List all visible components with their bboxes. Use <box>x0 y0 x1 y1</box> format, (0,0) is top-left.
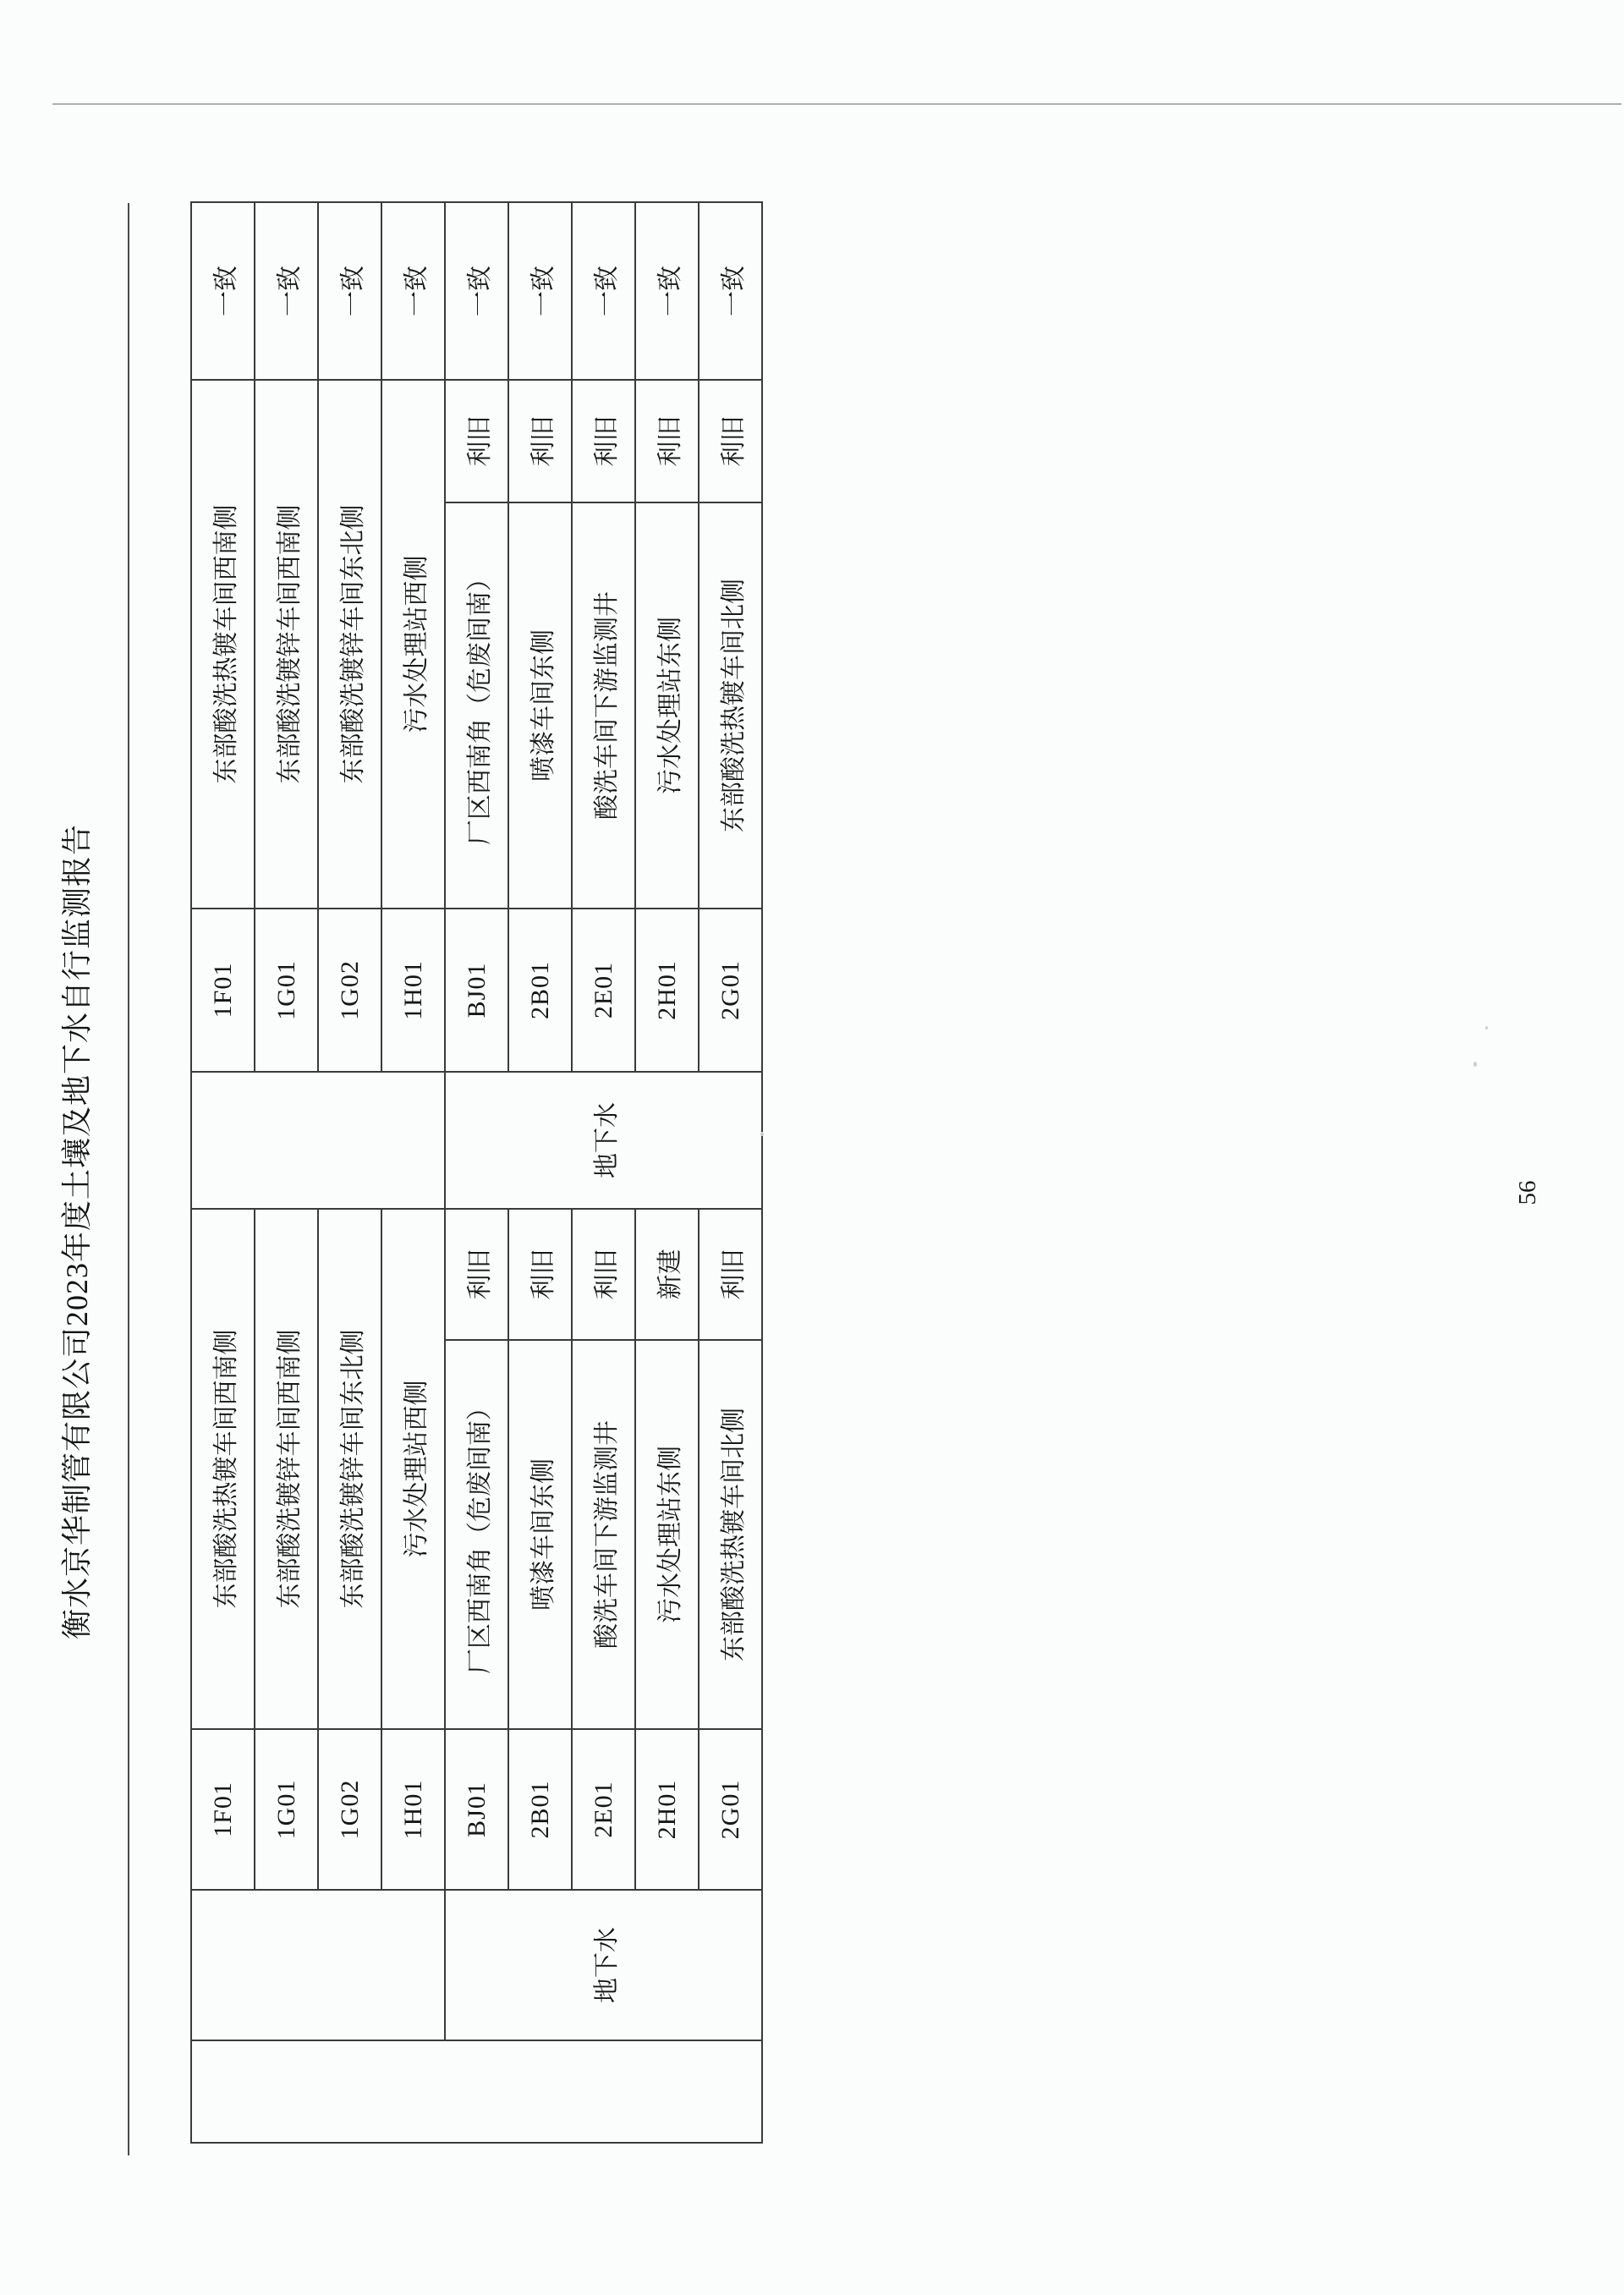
cell-location-left: 东部酸洗热镀车间北侧 <box>699 1340 762 1729</box>
scan-speck <box>760 1132 764 1136</box>
cell-code-left: 1G01 <box>255 1729 318 1890</box>
cell-code-right: 2B01 <box>508 909 572 1072</box>
cell-code-right: 2G01 <box>699 909 762 1072</box>
cell-build-right: 利旧 <box>445 380 508 502</box>
cell-code-left: 2E01 <box>572 1729 635 1890</box>
cell-empty-left-column <box>191 2040 762 2143</box>
cell-build-right: 利旧 <box>635 380 699 502</box>
cell-code-left: 1G02 <box>318 1729 381 1890</box>
cell-result: 一致 <box>318 202 381 380</box>
cell-location-left: 东部酸洗镀锌车间东北侧 <box>318 1209 381 1729</box>
cell-code-right: 1H01 <box>381 909 445 1072</box>
cell-result: 一致 <box>191 202 255 380</box>
cell-location-left: 喷漆车间东侧 <box>508 1340 572 1729</box>
cell-location-left: 酸洗车间下游监测井 <box>572 1340 635 1729</box>
cell-location-right: 东部酸洗镀锌车间西南侧 <box>255 380 318 909</box>
cell-build-left: 利旧 <box>699 1209 762 1340</box>
cell-build-left: 新建 <box>635 1209 699 1340</box>
cell-result: 一致 <box>255 202 318 380</box>
cell-build-left: 利旧 <box>572 1209 635 1340</box>
cell-build-left: 利旧 <box>445 1209 508 1340</box>
cell-code-right: 1G01 <box>255 909 318 1072</box>
cell-code-left: 1H01 <box>381 1729 445 1890</box>
cell-code-left: 2B01 <box>508 1729 572 1890</box>
table-row <box>445 202 508 2143</box>
cell-location-right: 酸洗车间下游监测井 <box>572 502 635 909</box>
cell-location-right: 东部酸洗热镀车间西南侧 <box>191 380 255 909</box>
cell-location-right: 污水处理站东侧 <box>635 502 699 909</box>
cell-location-left: 厂区西南角（危废间南） <box>445 1340 508 1729</box>
scan-edge-line <box>52 103 1621 105</box>
table-row <box>191 202 255 2143</box>
cell-category-left: 地下水 <box>445 1890 762 2040</box>
cell-category-right: 地下水 <box>445 1072 762 1209</box>
cell-result: 一致 <box>445 202 508 380</box>
cell-location-right: 污水处理站西侧 <box>381 380 445 909</box>
scan-speck <box>1485 1026 1488 1029</box>
cell-result: 一致 <box>572 202 635 380</box>
cell-code-right: BJ01 <box>445 909 508 1072</box>
monitoring-point-comparison-table <box>190 201 763 2144</box>
cell-build-left: 利旧 <box>508 1209 572 1340</box>
cell-code-left: 1F01 <box>191 1729 255 1890</box>
cell-code-left: 2G01 <box>699 1729 762 1890</box>
cell-code-left: 2H01 <box>635 1729 699 1890</box>
cell-code-right: 2H01 <box>635 909 699 1072</box>
cell-location-left: 污水处理站东侧 <box>635 1340 699 1729</box>
cell-code-right: 1F01 <box>191 909 255 1072</box>
header-rule <box>128 203 129 2155</box>
cell-result: 一致 <box>699 202 762 380</box>
scan-speck <box>1473 1062 1477 1067</box>
cell-location-right: 东部酸洗热镀车间北侧 <box>699 502 762 909</box>
cell-location-right: 喷漆车间东侧 <box>508 502 572 909</box>
cell-code-right: 1G02 <box>318 909 381 1072</box>
cell-location-left: 污水处理站西侧 <box>381 1209 445 1729</box>
cell-location-right: 东部酸洗镀锌车间东北侧 <box>318 380 381 909</box>
cell-location-left: 东部酸洗镀锌车间西南侧 <box>255 1209 318 1729</box>
cell-build-right: 利旧 <box>572 380 635 502</box>
cell-location-left: 东部酸洗热镀车间西南侧 <box>191 1209 255 1729</box>
cell-category-left-empty <box>191 1890 445 2040</box>
page-title: 衡水京华制管有限公司2023年度土壤及地下水自行监测报告 <box>60 824 94 1640</box>
cell-location-right: 厂区西南角（危废间南） <box>445 502 508 909</box>
cell-category-right-empty <box>191 1072 445 1209</box>
page-number: 56 <box>1514 1180 1541 1205</box>
cell-result: 一致 <box>635 202 699 380</box>
cell-build-right: 利旧 <box>699 380 762 502</box>
cell-code-right: 2E01 <box>572 909 635 1072</box>
cell-code-left: BJ01 <box>445 1729 508 1890</box>
cell-result: 一致 <box>381 202 445 380</box>
cell-build-right: 利旧 <box>508 380 572 502</box>
cell-result: 一致 <box>508 202 572 380</box>
